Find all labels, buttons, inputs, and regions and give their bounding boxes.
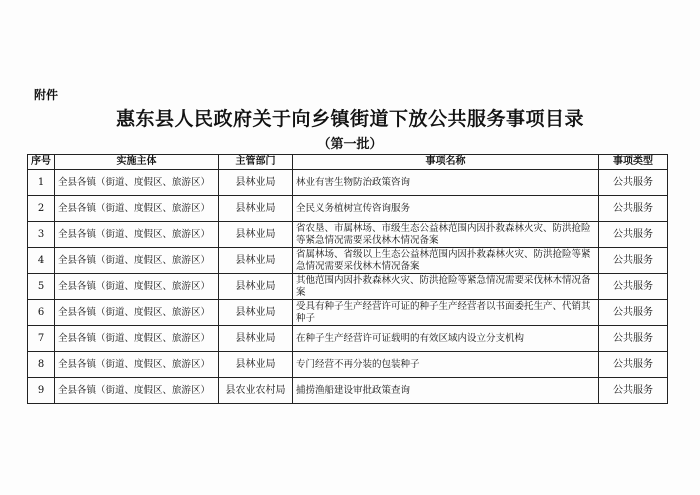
department-cell: 县农业农村局 (219, 378, 293, 404)
row-number-cell: 9 (28, 378, 55, 404)
column-header-item-type: 事项类型 (599, 155, 668, 170)
document-title: 惠东县人民政府关于向乡镇街道下放公共服务事项目录 (115, 108, 584, 130)
department-cell: 县林业局 (219, 222, 293, 248)
row-number-cell: 2 (28, 196, 55, 222)
row-number-cell: 6 (28, 300, 55, 326)
table-row (28, 378, 668, 404)
implementing-entity-cell: 全县各镇（街道、度假区、旅游区） (55, 326, 219, 352)
item-name-cell: 全民义务植树宣传咨询服务 (293, 196, 599, 222)
table-header-row (28, 155, 668, 170)
item-name-cell: 在种子生产经营许可证载明的有效区域内设立分支机构 (293, 326, 599, 352)
department-cell: 县林业局 (219, 326, 293, 352)
table-row (28, 274, 668, 300)
row-number-cell: 8 (28, 352, 55, 378)
item-name-cell: 省属林场、省级以上生态公益林范围内因扑救森林火灾、防洪抢险等紧急情况需要采伐林木情况备案 (293, 248, 599, 274)
item-type-cell: 公共服务 (599, 378, 668, 404)
item-type-cell: 公共服务 (599, 326, 668, 352)
implementing-entity-cell: 全县各镇（街道、度假区、旅游区） (55, 222, 219, 248)
item-name-cell: 受具有种子生产经营许可证的种子生产经营者以书面委托生产、代销其种子 (293, 300, 599, 326)
column-header-number: 序号 (28, 155, 55, 170)
item-name-cell: 专门经营不再分装的包装种子 (293, 352, 599, 378)
item-type-cell: 公共服务 (599, 248, 668, 274)
implementing-entity-cell: 全县各镇（街道、度假区、旅游区） (55, 378, 219, 404)
department-cell: 县林业局 (219, 352, 293, 378)
table-row (28, 170, 668, 196)
item-type-cell: 公共服务 (599, 352, 668, 378)
item-type-cell: 公共服务 (599, 196, 668, 222)
column-header-item-name: 事项名称 (293, 155, 599, 170)
table-row (28, 222, 668, 248)
service-items-table (27, 154, 668, 404)
column-header-entity: 实施主体 (55, 155, 219, 170)
implementing-entity-cell: 全县各镇（街道、度假区、旅游区） (55, 274, 219, 300)
item-type-cell: 公共服务 (599, 222, 668, 248)
department-cell: 县林业局 (219, 248, 293, 274)
attachment-label: 附件 (34, 88, 59, 102)
implementing-entity-cell: 全县各镇（街道、度假区、旅游区） (55, 300, 219, 326)
column-header-department: 主管部门 (219, 155, 293, 170)
table-row (28, 248, 668, 274)
table-row (28, 300, 668, 326)
implementing-entity-cell: 全县各镇（街道、度假区、旅游区） (55, 196, 219, 222)
implementing-entity-cell: 全县各镇（街道、度假区、旅游区） (55, 248, 219, 274)
item-name-cell: 其他范围内因扑救森林火灾、防洪抢险等紧急情况需要采伐林木情况备案 (293, 274, 599, 300)
implementing-entity-cell: 全县各镇（街道、度假区、旅游区） (55, 352, 219, 378)
department-cell: 县林业局 (219, 300, 293, 326)
department-cell: 县林业局 (219, 274, 293, 300)
table-row (28, 352, 668, 378)
table-row (28, 196, 668, 222)
item-name-cell: 捕捞渔船建设审批政策查询 (293, 378, 599, 404)
implementing-entity-cell: 全县各镇（街道、度假区、旅游区） (55, 170, 219, 196)
row-number-cell: 7 (28, 326, 55, 352)
table-row (28, 326, 668, 352)
item-type-cell: 公共服务 (599, 300, 668, 326)
item-name-cell: 省农垦、市属林场、市级生态公益林范围内因扑救森林火灾、防洪抢险等紧急情况需要采伐林木情况备案 (293, 222, 599, 248)
item-type-cell: 公共服务 (599, 170, 668, 196)
item-type-cell: 公共服务 (599, 274, 668, 300)
row-number-cell: 1 (28, 170, 55, 196)
row-number-cell: 3 (28, 222, 55, 248)
document-subtitle: （第一批） (317, 137, 383, 152)
department-cell: 县林业局 (219, 170, 293, 196)
item-name-cell: 林业有害生物防治政策咨询 (293, 170, 599, 196)
row-number-cell: 4 (28, 248, 55, 274)
row-number-cell: 5 (28, 274, 55, 300)
department-cell: 县林业局 (219, 196, 293, 222)
